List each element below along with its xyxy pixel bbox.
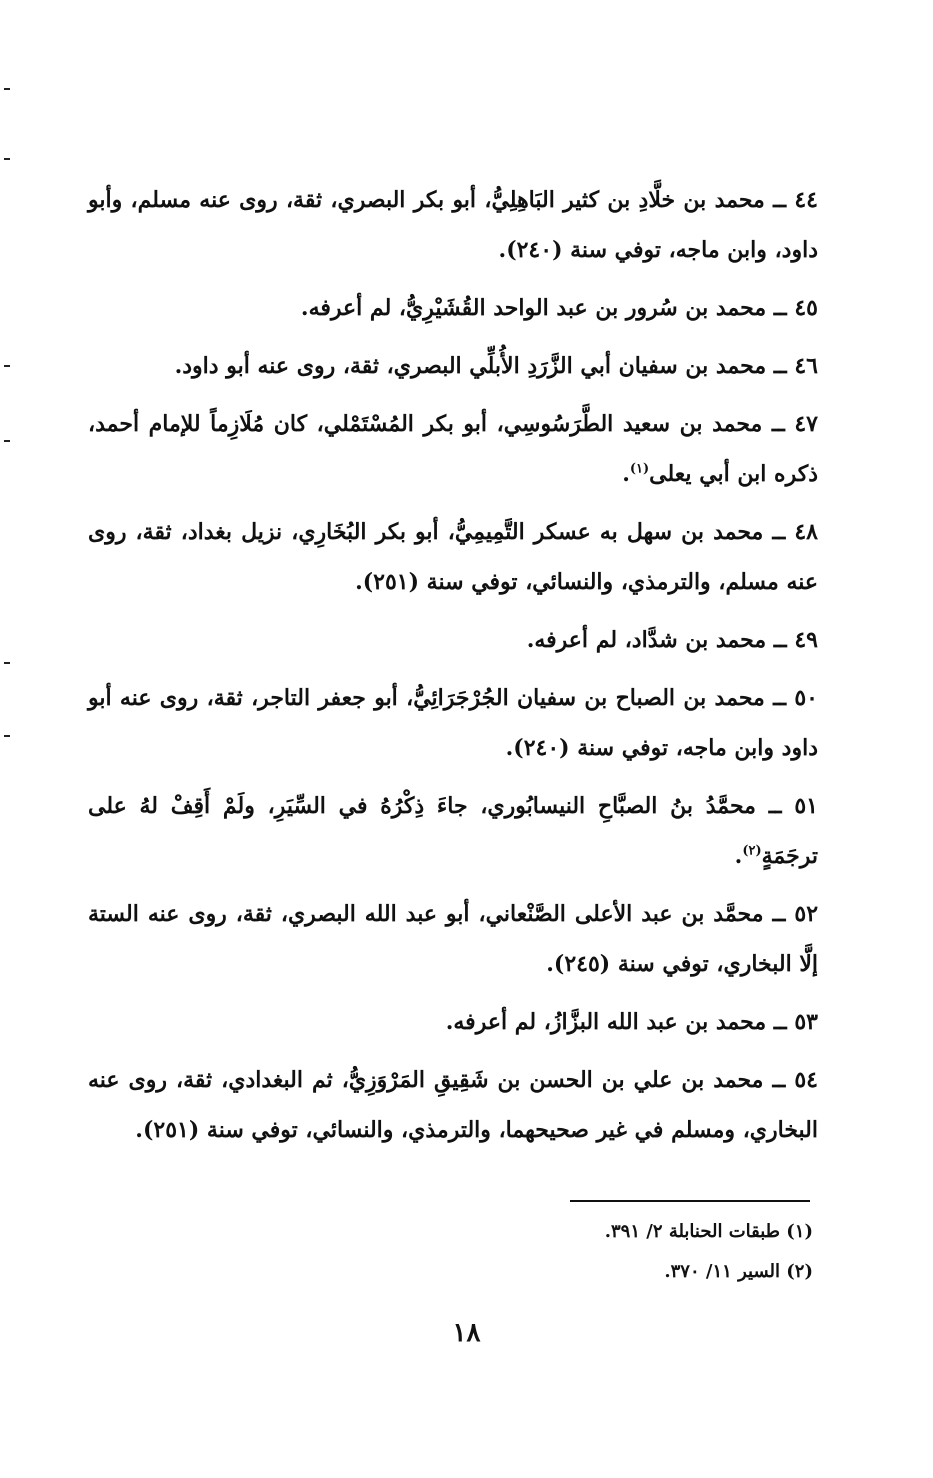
biography-entry — [88, 283, 818, 333]
scan-mark — [4, 662, 10, 664]
biography-entry — [88, 341, 818, 391]
page-number: ١٨ — [452, 1318, 481, 1348]
footnotes — [88, 1212, 813, 1292]
entry-text: ــ محمد بن علي بن الحسن بن شَقِيقِ المَرْوَزِيُّ، ثم البغدادي، ثقة، روى عنه البخاري، ومسلم في غير صحيحهما، والترمذي، والنسائي، توفي سنة (٢٥١). — [88, 1067, 818, 1143]
entry-number: ٤٦ — [794, 353, 818, 379]
entry-text: ــ محمد بن سُرور بن عبد الواحد القُشَيْرِيُّ، لم أعرفه. — [300, 295, 787, 321]
entry-number: ٤٧ — [794, 411, 818, 437]
entry-text: ــ محمَّد بن عبد الأعلى الصَّنْعاني، أبو عبد الله البصري، ثقة، روى عنه الستة إلَّا البخاري، توفي سنة (٢٤٥). — [88, 901, 818, 977]
biography-entry — [88, 615, 818, 665]
footnote-reference[interactable]: (٢) — [742, 843, 762, 859]
scan-mark — [4, 88, 10, 90]
entry-tail: . — [734, 843, 743, 869]
entry-number: ٤٨ — [794, 519, 818, 545]
biography-entry — [88, 175, 818, 275]
biography-entry — [88, 673, 818, 773]
footnote-item: (١) طبقات الحنابلة ٢/ ٣٩١. — [604, 1221, 813, 1242]
entry-number: ٥٣ — [794, 1009, 818, 1035]
footnote-item: (٢) السير ١١/ ٣٧٠. — [664, 1261, 813, 1282]
entry-text: ــ محمد بن خلَّادِ بن كثير البَاهِلِيُّ، أبو بكر البصري، ثقة، روى عنه مسلم، وأبو داود، وابن ماجه، توفي سنة (٢٤٠). — [88, 187, 818, 263]
entry-number: ٥١ — [794, 793, 818, 819]
biography-entry — [88, 997, 818, 1047]
entry-text: ــ محمد بن الصباح بن سفيان الجُرْجَرَائِيُّ، أبو جعفر التاجر، ثقة، روى عنه أبو داود وابن ماجه، توفي سنة (٢٤٠). — [88, 685, 818, 761]
biography-entry — [88, 507, 818, 607]
entry-number: ٤٤ — [794, 187, 818, 213]
biography-entry — [88, 1055, 818, 1155]
page-body — [88, 175, 818, 1163]
entry-number: ٥٤ — [794, 1067, 818, 1093]
entry-number: ٤٩ — [794, 627, 818, 653]
scan-mark — [4, 365, 10, 367]
entry-tail: . — [622, 461, 630, 487]
entry-text: ــ محمَّدُ بنُ الصبَّاحِ النيسابُوري، جاءَ ذِكْرُهُ في السِّيَرِ، ولَمْ أَقِفْ لهُ على ترجَمَةٍ — [88, 793, 818, 869]
footnote-reference[interactable]: (١) — [629, 461, 650, 477]
entry-text: ــ محمد بن سفيان أبي الزَّرَدِ الأُبلِّي البصري، ثقة، روى عنه أبو داود. — [174, 353, 787, 379]
scan-mark — [4, 440, 10, 442]
scan-mark — [4, 735, 10, 737]
biography-entry — [88, 889, 818, 989]
entry-number: ٥٢ — [794, 901, 819, 927]
scan-mark — [4, 158, 10, 160]
entry-text: ــ محمد بن شدَّاد، لم أعرفه. — [526, 627, 787, 653]
biography-entry — [88, 781, 818, 881]
entry-text: ــ محمد بن سهل به عسكر التَّمِيمِيُّ، أبو بكر البُخَارِي، نزيل بغداد، ثقة، روى عنه مسلم، والترمذي، والنسائي، توفي سنة (٢٥١). — [88, 519, 818, 595]
footnote-divider — [570, 1200, 810, 1202]
entry-text: ــ محمد بن عبد الله البزَّازُ، لم أعرفه. — [445, 1009, 787, 1035]
entry-text: ــ محمد بن سعيد الطَّرَسُوسِي، أبو بكر المُسْتَمْلي، كان مُلَازِماً للإمام أحمد، ذكره ابن أبي يعلى — [88, 411, 818, 487]
entry-number: ٤٥ — [794, 295, 818, 321]
biography-entry — [88, 399, 818, 499]
entry-number: ٥٠ — [794, 685, 818, 711]
